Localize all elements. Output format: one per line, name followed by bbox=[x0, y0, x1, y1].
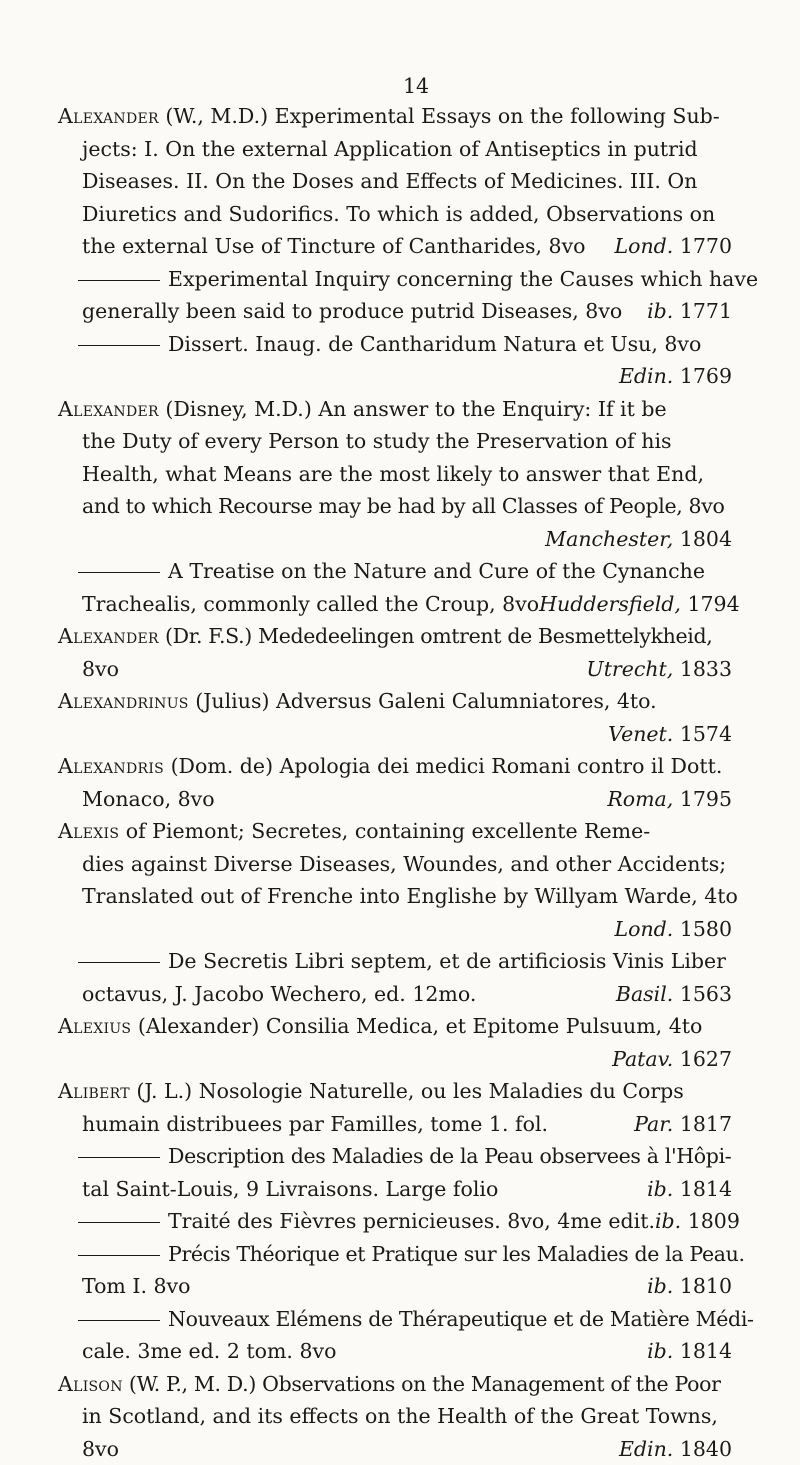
ditto-dash bbox=[78, 1157, 160, 1158]
ditto-dash bbox=[78, 1222, 160, 1223]
catalogue-entry: Alison (W. P., M. D.) Observations on the Management of the Poor in Scotland, and its effects on the Health of the Great Towns, 8vo Edin. 1840 bbox=[58, 1368, 754, 1465]
catalogue-subentry: Description des Maladies de la Peau observees à l'Hôpi- tal Saint-Louis, 9 Livraisons. Large folio ib. 1814 bbox=[58, 1140, 754, 1205]
author-name: Alexandrinus bbox=[58, 689, 189, 713]
ditto-dash bbox=[78, 280, 160, 281]
catalogue-entry: Alexius (Alexander) Consilia Medica, et Epitome Pulsuum, 4to Patav. 1627 bbox=[58, 1010, 754, 1075]
catalogue-subentry: Précis Théorique et Pratique sur les Maladies de la Peau. Tom I. 8vo ib. 1810 bbox=[58, 1238, 754, 1303]
catalogue-subentry: A Treatise on the Nature and Cure of the Cynanche Trachealis, commonly called the Croup, 8vo Huddersfield, 1794 bbox=[58, 555, 754, 620]
author-name: Alison bbox=[58, 1372, 123, 1396]
author-name: Alibert bbox=[58, 1079, 130, 1103]
catalogue-subentry: Nouveaux Elémens de Thérapeutique et de Matière Médi- cale. 3me ed. 2 tom. 8vo ib. 1814 bbox=[58, 1303, 754, 1368]
catalogue-entry: Alexandrinus (Julius) Adversus Galeni Calumniatores, 4to. Venet. 1574 bbox=[58, 685, 754, 750]
catalogue-page bbox=[58, 72, 754, 1465]
ditto-dash bbox=[78, 962, 160, 963]
imprint-place: Lond. bbox=[615, 234, 674, 258]
ditto-dash bbox=[78, 572, 160, 573]
catalogue-subentry: Experimental Inquiry concerning the Causes which have generally been said to produce putrid Diseases, 8vo ib. 1771 bbox=[58, 263, 754, 328]
author-name: Alexander bbox=[58, 397, 159, 421]
catalogue-entry: Alibert (J. L.) Nosologie Naturelle, ou les Maladies du Corps humain distribuees par Familles, tome 1. fol. Par. 1817 bbox=[58, 1075, 754, 1140]
catalogue-entry: Alexis of Piemont; Secretes, containing excellente Reme- dies against Diverse Diseases, Woundes, and other Accidents; Translated out of Frenche into Englishe by Willyam Warde, 4to Lond. 1580 bbox=[58, 815, 754, 945]
author-name: Alexius bbox=[58, 1014, 131, 1038]
catalogue-subentry: De Secretis Libri septem, et de artificiosis Vinis Liber octavus, J. Jacobo Wechero, ed. 12mo. Basil. 1563 bbox=[58, 945, 754, 1010]
imprint-year: 1770 bbox=[673, 234, 732, 258]
ditto-dash bbox=[78, 1255, 160, 1256]
catalogue-subentry: Dissert. Inaug. de Cantharidum Natura et Usu, 8vo Edin. 1769 bbox=[58, 328, 754, 393]
catalogue-entry: Alexandris (Dom. de) Apologia dei medici Romani contro il Dott. Monaco, 8vo Roma, 1795 bbox=[58, 750, 754, 815]
author-name: Alexandris bbox=[58, 754, 164, 778]
ditto-dash bbox=[78, 345, 160, 346]
ditto-dash bbox=[78, 1320, 160, 1321]
page-number: 14 bbox=[78, 72, 754, 100]
author-name: Alexander bbox=[58, 624, 159, 648]
author-name: Alexander bbox=[58, 104, 159, 128]
author-name: Alexis bbox=[58, 819, 119, 843]
catalogue-entry: Alexander (Disney, M.D.) An answer to the Enquiry: If it be the Duty of every Person to study the Preservation of his Health, what Means are the most likely to answer that End, and to which Recourse may be had by all Classes of People, 8vo Manchester, 1804 bbox=[58, 393, 754, 556]
catalogue-entry: Alexander (Dr. F.S.) Mededeelingen omtrent de Besmettelykheid, 8vo Utrecht, 1833 bbox=[58, 620, 754, 685]
catalogue-entry: Alexander (W., M.D.) Experimental Essays on the following Sub- jects: I. On the external Application of Antiseptics in putrid Diseases. II. On the Doses and Effects of Medicines. III. On Diuretics and Sudorifics. To which is added, Observations on the external Use of Tincture of Cantharides, 8vo Lond. 1770 bbox=[58, 100, 754, 263]
catalogue-subentry: Traité des Fièvres pernicieuses. 8vo, 4me edit. ib. 1809 bbox=[58, 1205, 754, 1238]
